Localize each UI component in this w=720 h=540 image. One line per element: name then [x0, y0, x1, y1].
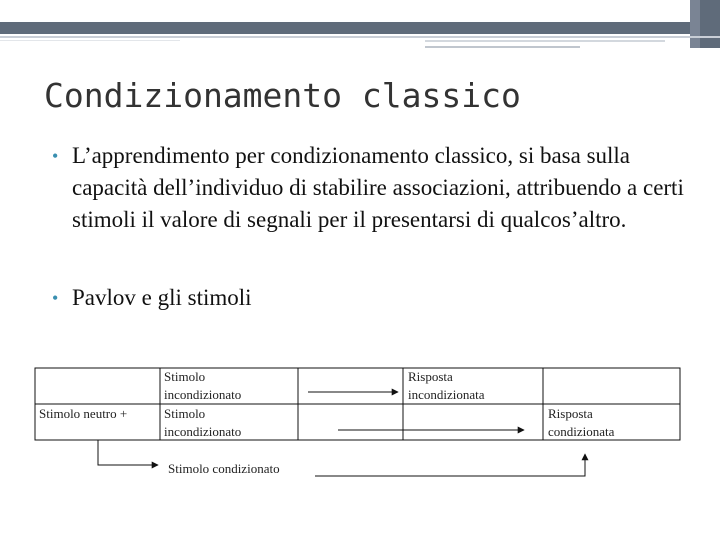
stimolo-incondizionato-top: Stimolo incondizionato — [164, 369, 242, 402]
risposta-condizionata: Risposta condizionata — [548, 406, 615, 439]
bullet-dot-icon: • — [52, 288, 59, 308]
stimolo-condizionato: Stimolo condizionato — [168, 461, 280, 476]
bullet-dot-icon: • — [52, 146, 59, 166]
bullet-text: Pavlov e gli stimoli — [72, 285, 252, 310]
risposta-incondizionata: Risposta incondizionata — [408, 369, 485, 402]
stimolo-neutro: Stimolo neutro + — [39, 406, 128, 421]
bullet-text: L’apprendimento per condizionamento classico, si basa sulla capacità dell’individuo di stabilire associazioni, attribuendo a certi stimoli il valore di segnali per il presentarsi di qualcos’altro. — [72, 143, 684, 232]
slide-title: Condizionamento classico — [44, 76, 521, 115]
stimolo-incondizionato-bottom: Stimolo incondizionato — [164, 406, 242, 439]
